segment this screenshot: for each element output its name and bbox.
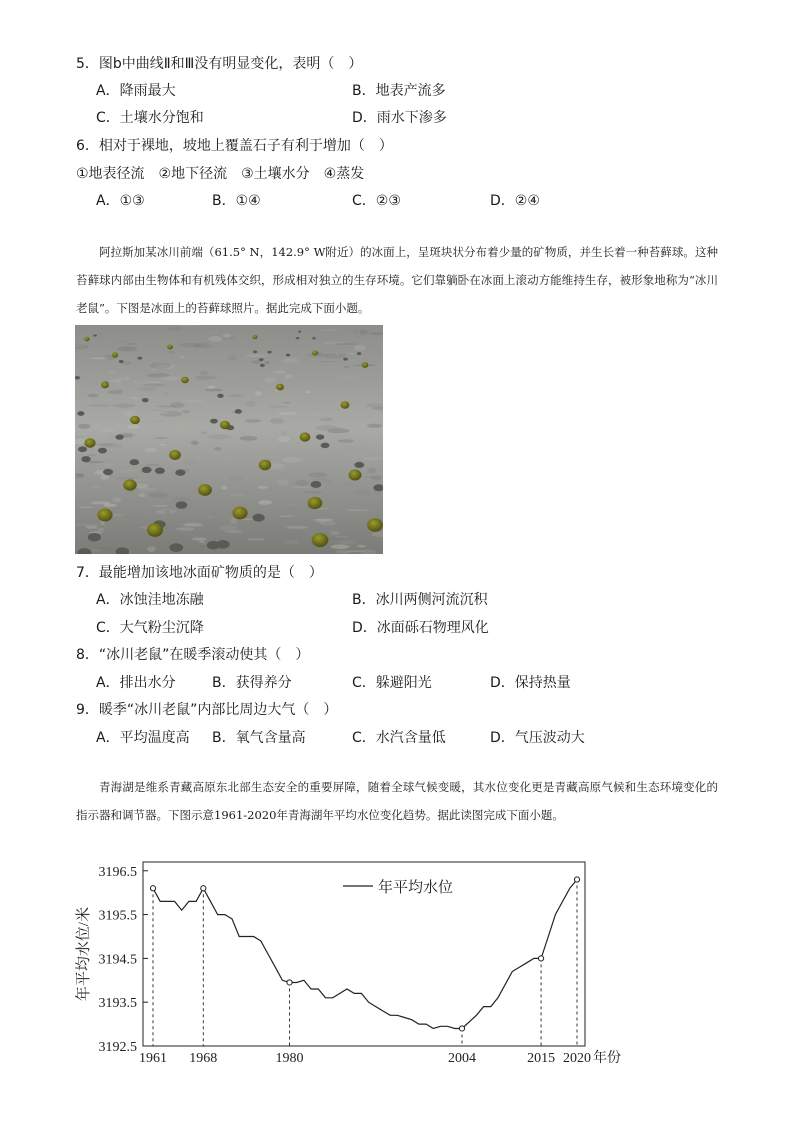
ice-texture-patch [347, 509, 370, 511]
moss-ball [123, 479, 136, 490]
data-point-marker [459, 1026, 464, 1031]
ice-texture-patch [236, 390, 250, 393]
moss-ball [101, 382, 109, 389]
q9-option-c[interactable]: C．水汽含量低 [352, 730, 446, 746]
ice-texture-patch [176, 527, 195, 531]
ice-texture-patch [199, 342, 216, 348]
q6-option-a[interactable]: A．①③ [96, 193, 145, 209]
series-line [153, 880, 577, 1029]
moss-ball [232, 507, 247, 520]
ice-texture-patch [112, 499, 121, 503]
ice-texture-patch [338, 439, 354, 442]
ice-texture-patch [223, 459, 229, 460]
ice-texture-patch [286, 526, 308, 529]
ice-texture-patch [249, 326, 262, 328]
y-tick-label: 3194.5 [98, 952, 137, 968]
q6-items: ①地表径流 ②地下径流 ③土壤水分 ④蒸发 [76, 166, 365, 182]
ice-texture-patch [371, 475, 382, 480]
ice-texture-patch [147, 421, 160, 423]
ice-texture-patch [132, 380, 156, 384]
ice-texture-patch [258, 500, 272, 505]
ice-texture-patch [168, 426, 191, 431]
ice-texture-patch [318, 361, 335, 362]
ice-texture-patch [255, 391, 262, 396]
ice-texture-patch [117, 411, 137, 415]
ice-texture-patch [89, 454, 97, 456]
ice-texture-patch [205, 389, 223, 392]
ice-texture-patch [320, 418, 333, 422]
ice-texture-patch [335, 488, 354, 493]
pebble [252, 514, 264, 522]
ice-texture-patch [282, 457, 303, 463]
ice-texture-patch [138, 348, 150, 349]
moss-ball [112, 352, 118, 357]
moss-ball [259, 460, 271, 470]
ice-texture-patch [214, 447, 221, 451]
pebble [253, 351, 257, 354]
q7-stem: 7．最能增加该地冰面矿物质的是（ ） [76, 565, 323, 581]
moss-ball [84, 337, 89, 341]
ice-texture-patch [192, 522, 196, 524]
ice-texture-patch [284, 374, 292, 379]
pebble [169, 543, 183, 552]
ice-texture-patch [101, 474, 109, 479]
ice-texture-patch [281, 358, 298, 364]
pebble [142, 467, 152, 473]
ice-texture-patch [281, 504, 300, 506]
ice-texture-patch [180, 342, 202, 347]
ice-texture-patch [88, 404, 111, 406]
ice-texture-patch [367, 424, 382, 428]
ice-texture-patch [309, 472, 327, 478]
moss-ball [220, 421, 230, 430]
q8-option-b[interactable]: B．获得养分 [212, 675, 292, 691]
pebble [259, 358, 264, 361]
ice-texture-patch [206, 516, 215, 518]
moss-ball [367, 518, 383, 531]
pebble [176, 501, 188, 508]
ice-texture-patch [191, 441, 199, 445]
passage-qinghai-lake [76, 773, 718, 829]
ice-texture-patch [146, 464, 159, 466]
pebble [235, 409, 242, 414]
ice-texture-patch [357, 545, 366, 548]
ice-texture-patch [354, 345, 366, 350]
moss-ball [181, 377, 189, 383]
ice-texture-patch [127, 425, 139, 429]
ice-texture-patch [192, 537, 207, 540]
ice-texture-patch [96, 546, 113, 552]
ice-texture-patch [201, 347, 205, 352]
ice-texture-patch [87, 394, 98, 398]
ice-texture-patch [280, 431, 286, 436]
ice-texture-patch [228, 395, 243, 397]
q8-option-c[interactable]: C．躲避阳光 [352, 675, 432, 691]
moss-ball [84, 438, 95, 447]
ice-texture-patch [245, 401, 256, 407]
y-tick-label: 3192.5 [98, 1040, 137, 1055]
ice-texture-patch [169, 351, 174, 353]
moss-ball [130, 416, 140, 424]
q7-option-b[interactable]: B．冰川两侧河流沉积 [352, 592, 488, 608]
ice-texture-patch [279, 516, 295, 517]
chart-frame [143, 862, 585, 1046]
ice-texture-patch [96, 407, 107, 409]
ice-texture-patch [137, 387, 156, 391]
pebble [175, 469, 185, 475]
moss-ball [300, 432, 311, 441]
pebble [312, 337, 316, 339]
ice-texture-patch [320, 329, 341, 331]
ice-texture-patch [314, 519, 333, 521]
ice-texture-patch [76, 517, 87, 519]
pebble [260, 364, 265, 367]
ice-texture-patch [147, 546, 156, 552]
ice-texture-patch [331, 545, 350, 549]
q9-option-d[interactable]: D．气压波动大 [490, 730, 585, 746]
ice-texture-patch [91, 501, 111, 504]
ice-texture-patch [195, 376, 217, 380]
y-tick-label: 3196.5 [98, 864, 137, 880]
ice-texture-patch [208, 336, 223, 342]
ice-texture-patch [172, 497, 190, 501]
ice-texture-patch [269, 463, 284, 469]
ice-texture-patch [101, 429, 115, 432]
ice-texture-patch [346, 353, 355, 354]
ice-texture-patch [224, 530, 243, 533]
x-tick-label: 2004 [448, 1051, 477, 1066]
water-level-chart [60, 850, 660, 1070]
pebble [155, 468, 165, 474]
ice-texture-patch [145, 448, 158, 452]
moss-ball [312, 533, 329, 547]
pebble [316, 434, 324, 439]
ice-texture-patch [115, 341, 129, 342]
ice-texture-patch [297, 412, 306, 418]
moss-ball [349, 470, 362, 481]
ice-texture-patch [154, 486, 158, 491]
ice-texture-patch [343, 366, 350, 368]
q6-option-c[interactable]: C．②③ [352, 193, 401, 209]
ice-texture-patch [130, 397, 140, 399]
q5-option-b[interactable]: B．地表产流多 [352, 83, 446, 99]
pebble [88, 533, 101, 541]
ice-texture-patch [143, 478, 152, 481]
ice-texture-patch [113, 390, 123, 394]
ice-texture-patch [180, 356, 184, 358]
pebble [286, 354, 290, 357]
ice-texture-patch [204, 331, 219, 332]
ice-texture-patch [270, 358, 284, 360]
ice-texture-patch [306, 347, 311, 350]
moss-ball [312, 350, 318, 355]
q5-option-a[interactable]: A．降雨最大 [96, 83, 176, 99]
ice-texture-patch [338, 540, 355, 545]
ice-texture-patch [277, 412, 298, 415]
x-tick-label: 1980 [275, 1051, 304, 1066]
q8-option-a[interactable]: A．排出水分 [96, 675, 176, 691]
passage-glacier-mice [76, 238, 718, 322]
ice-texture-patch [240, 436, 258, 441]
pebble [115, 434, 123, 439]
pebble [93, 334, 97, 336]
ice-texture-patch [272, 349, 286, 353]
ice-texture-patch [264, 361, 270, 364]
ice-texture-patch [149, 363, 172, 369]
data-point-marker [150, 886, 155, 891]
ice-texture-patch [334, 343, 357, 345]
q5-stem: 5．图b中曲线Ⅱ和Ⅲ没有明显变化，表明（ ） [76, 56, 363, 72]
moss-ball [341, 401, 350, 409]
pebble [81, 456, 90, 462]
ice-texture-patch [277, 436, 290, 442]
ice-texture-patch [270, 418, 284, 424]
ice-texture-patch [208, 434, 231, 439]
pebble [119, 360, 124, 363]
data-point-marker [201, 886, 206, 891]
ice-texture-patch [104, 460, 117, 464]
ice-texture-patch [125, 534, 139, 537]
ice-texture-patch [139, 490, 150, 492]
x-tick-label: 1961 [139, 1051, 167, 1066]
ice-texture-patch [219, 525, 237, 530]
ice-texture-patch [78, 506, 95, 508]
passage-glacier-mice-text: 阿拉斯加某冰川前端（61.5° N，142.9° W附近）的冰面上，呈斑块状分布着少量的矿物质，并生长着一种苔藓球。这种苔藓球内部由生物体和有机残体交织，形成相对独立的生存环境。它们靠躺卧在冰面上滚动方能维持生存，被形象地称为“冰川老鼠”。下图是冰面上的苔藓球照片。据此完成下面小题。 [76, 245, 718, 315]
q9-option-b[interactable]: B．氧气含量高 [212, 730, 306, 746]
q8-option-d[interactable]: D．保持热量 [490, 675, 571, 691]
ice-texture-patch [200, 410, 211, 412]
data-point-marker [287, 980, 292, 985]
legend-label: 年平均水位 [378, 880, 454, 896]
q6-option-b[interactable]: B．①④ [212, 193, 261, 209]
ice-texture-patch [353, 490, 370, 496]
ice-texture-patch [93, 523, 99, 529]
ice-texture-patch [207, 385, 215, 389]
pebble [98, 448, 107, 454]
ice-texture-patch [154, 356, 162, 362]
q9-stem: 9．暖季“冰川老鼠”内部比周边大气（ ） [76, 702, 338, 718]
q7-option-d[interactable]: D．冰面砾石物理风化 [352, 620, 489, 636]
ice-texture-patch [348, 550, 366, 551]
ice-texture-patch [199, 371, 209, 375]
ice-texture-patch [229, 494, 245, 497]
ice-texture-patch [170, 402, 184, 408]
q5-option-c[interactable]: C．土壤水分饱和 [96, 110, 204, 126]
ice-texture-patch [98, 528, 105, 532]
moss-ball-photo [75, 325, 383, 554]
ice-texture-patch [309, 413, 323, 416]
ice-texture-patch [295, 485, 305, 488]
ice-texture-patch [148, 412, 170, 414]
ice-texture-patch [367, 468, 376, 474]
ice-texture-patch [182, 401, 205, 402]
moss-ball [362, 362, 369, 368]
q5-option-d[interactable]: D．雨水下渗多 [352, 110, 447, 126]
ice-texture-patch [181, 410, 190, 412]
pebble [357, 352, 361, 355]
ice-texture-patch [117, 383, 122, 385]
pebble [77, 411, 84, 416]
ice-texture-patch [285, 534, 302, 535]
ice-texture-patch [113, 404, 135, 408]
ice-texture-patch [354, 330, 358, 334]
y-tick-label: 3195.5 [98, 908, 137, 924]
ice-texture-patch [245, 419, 262, 422]
y-axis-label: 年平均水位/米 [76, 906, 92, 1002]
ice-texture-patch [295, 480, 309, 486]
pebble [296, 337, 300, 339]
ice-texture-patch [199, 541, 205, 543]
ice-texture-patch [337, 376, 360, 379]
q9-option-a[interactable]: A．平均温度高 [96, 730, 190, 746]
ice-texture-patch [335, 536, 348, 538]
ice-texture-patch [222, 334, 231, 338]
ice-texture-patch [146, 373, 170, 377]
ice-texture-patch [125, 377, 130, 379]
passage-qinghai-lake-text: 青海湖是维系青藏高原东北部生态安全的重要屏障，随着全球气候变暖，其水位变化更是青藏高原气候和生态环境变化的指示器和调节器。下图示意1961-2020年青海湖年平均水位变化趋势。据此读图完成下面小题。 [76, 780, 718, 822]
q7-option-a[interactable]: A．冰蚀洼地冻融 [96, 592, 204, 608]
pebble [343, 358, 348, 361]
ice-texture-patch [118, 346, 137, 351]
x-tick-label: 1968 [189, 1051, 218, 1066]
ice-texture-patch [78, 424, 91, 429]
ice-texture-patch [336, 550, 352, 554]
ice-texture-patch [337, 483, 356, 486]
data-point-marker [538, 956, 543, 961]
q6-stem: 6．相对于裸地，坡地上覆盖石子有利于增加（ ） [76, 138, 393, 154]
ice-texture-patch [184, 460, 199, 466]
ice-texture-patch [107, 450, 119, 455]
x-axis-label: 年份 [593, 1051, 621, 1066]
ice-texture-patch [229, 518, 237, 524]
ice-texture-patch [359, 330, 368, 335]
ice-texture-patch [119, 470, 137, 471]
pebble [103, 469, 113, 475]
ice-texture-patch [181, 540, 187, 542]
ice-texture-patch [163, 392, 168, 397]
moss-ball [167, 345, 173, 350]
ice-texture-patch [118, 515, 138, 517]
pebble [217, 394, 223, 398]
ice-texture-patch [150, 409, 164, 412]
ice-texture-patch [257, 486, 268, 489]
ice-texture-patch [303, 491, 323, 493]
q6-option-d[interactable]: D．②④ [490, 193, 540, 209]
ice-texture-patch [353, 446, 372, 452]
pebble [267, 351, 271, 354]
pebble [78, 446, 87, 452]
ice-texture-patch [200, 431, 206, 434]
pebble [216, 540, 230, 549]
pebble [354, 462, 364, 468]
ice-texture-patch [165, 510, 170, 514]
q8-stem: 8．“冰川老鼠”在暖季滚动使其（ ） [76, 647, 310, 663]
moss-ball [252, 335, 257, 339]
ice-texture-patch [246, 538, 265, 541]
ice-texture-patch [267, 406, 288, 408]
ice-texture-patch [154, 437, 168, 439]
ice-texture-patch [149, 492, 168, 497]
ice-texture-patch [227, 382, 238, 383]
moss-ball [147, 523, 163, 537]
pebble [298, 331, 301, 333]
ice-texture-patch [283, 402, 291, 404]
ice-texture-patch [139, 493, 146, 497]
ice-texture-patch [245, 354, 268, 357]
pebble [142, 398, 149, 402]
ice-texture-patch [92, 380, 98, 384]
ice-texture-patch [272, 370, 286, 374]
ice-texture-patch [132, 433, 137, 438]
ice-texture-patch [160, 444, 166, 446]
ice-texture-patch [315, 425, 339, 430]
ice-texture-patch [264, 377, 276, 382]
ice-texture-patch [228, 355, 237, 361]
ice-texture-patch [91, 486, 100, 488]
ice-texture-patch [144, 383, 166, 386]
pebble [138, 357, 143, 360]
ice-texture-patch [221, 486, 227, 490]
pebble [210, 419, 218, 424]
ice-texture-patch [127, 343, 137, 344]
pebble [311, 481, 322, 488]
moss-ball [308, 497, 323, 509]
moss-ball [276, 384, 284, 391]
ice-texture-patch [152, 505, 168, 507]
ice-texture-patch [283, 540, 298, 545]
ice-texture-patch [330, 531, 339, 535]
q7-option-c[interactable]: C．大气粉尘沉降 [96, 620, 204, 636]
ice-texture-patch [305, 390, 311, 393]
x-tick-label: 2015 [527, 1051, 556, 1066]
moss-ball [169, 450, 181, 460]
ice-texture-patch [228, 476, 243, 481]
ice-texture-patch [277, 479, 288, 485]
ice-texture-patch [230, 499, 236, 501]
pebble [321, 443, 330, 449]
ice-texture-patch [107, 370, 117, 373]
ice-texture-patch [110, 443, 122, 445]
ice-texture-patch [110, 379, 121, 382]
y-tick-label: 3193.5 [98, 996, 137, 1012]
moss-ball [198, 484, 212, 496]
x-tick-label: 2020 [563, 1051, 591, 1066]
ice-texture-patch [170, 368, 174, 374]
pebble [130, 459, 140, 465]
ice-texture-patch [162, 540, 170, 541]
data-point-marker [574, 877, 579, 882]
moss-ball [97, 509, 112, 522]
